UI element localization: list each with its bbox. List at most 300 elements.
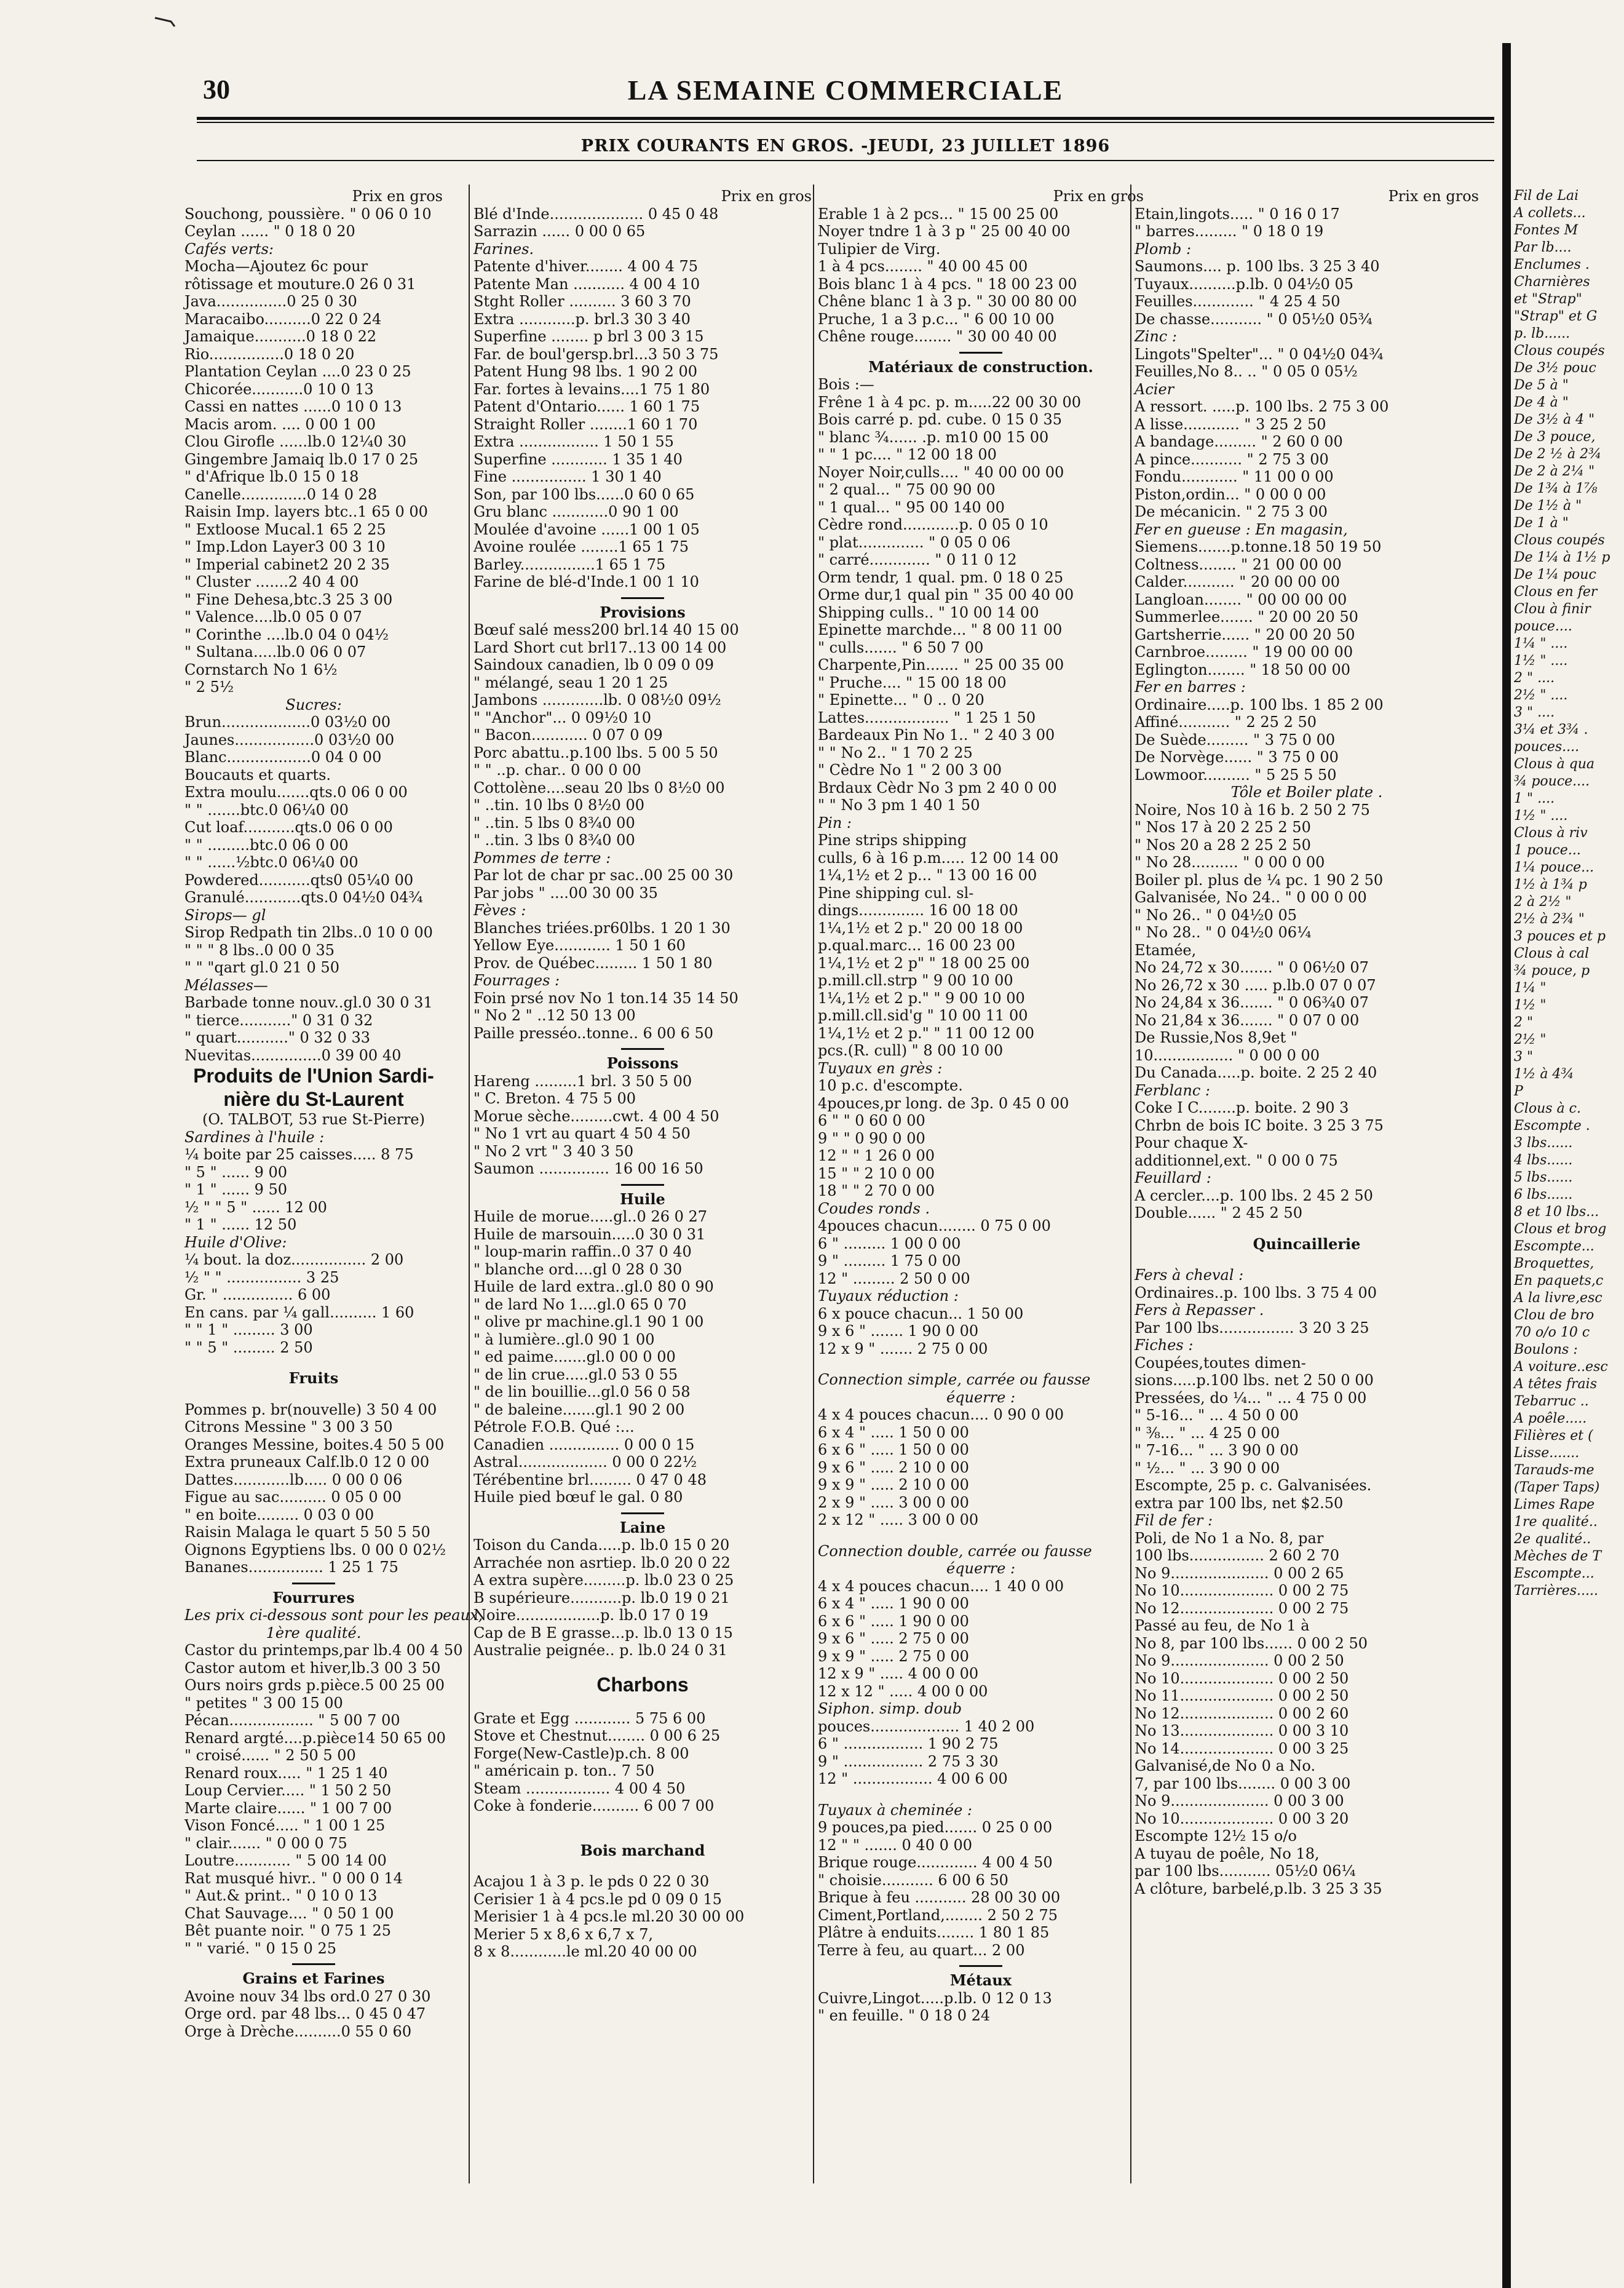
- price-line: Forge(New-Castle)p.ch. 8 00: [473, 1744, 689, 1762]
- price-line: Boiler pl. plus de ¼ pc. 1 90 2 50: [1135, 871, 1384, 889]
- price-line: Gartsherrie...... " 20 00 20 50: [1135, 626, 1355, 643]
- price-line: [621, 1184, 664, 1186]
- price-line: Escompte .: [1514, 1118, 1590, 1134]
- price-line: Limes Rape: [1514, 1497, 1595, 1512]
- price-line: " choisie........... 6 00 6 50: [818, 1871, 1008, 1889]
- page-header: [184, 68, 1507, 123]
- price-line: [292, 1583, 335, 1584]
- price-line: 1¼,1½ et 2 p... " 13 00 16 00: [818, 867, 1037, 884]
- price-line: 6 x 6 " ..... 1 50 0 00: [818, 1441, 969, 1458]
- price-line: Escompte, 25 p. c. Galvanisées.: [1135, 1477, 1372, 1494]
- price-line: Clous à c.: [1514, 1101, 1581, 1116]
- price-line: Prix en gros: [721, 188, 812, 205]
- price-line: " " No 2.. " 1 70 2 25: [818, 744, 973, 761]
- price-line: Moulée d'avoine ......1 00 1 05: [473, 520, 700, 538]
- price-line: Feuilles,No 8.. .. " 0 05 0 05½: [1135, 363, 1358, 380]
- price-line: p.mill.cll.sid'g " 10 00 11 00: [818, 1007, 1028, 1024]
- price-line: Boucauts et quarts.: [184, 766, 331, 784]
- price-line: Far. fortes à levains....1 75 1 80: [473, 380, 710, 398]
- price-line: Orme dur,1 qual pin " 35 00 40 00: [818, 586, 1074, 603]
- price-line: Ferblanc :: [1135, 1081, 1210, 1099]
- price-line: 7, par 100 lbs........ 0 00 3 00: [1135, 1774, 1351, 1792]
- section-heading: Bois marchand: [580, 1841, 705, 1859]
- price-line: Lingots"Spelter"... " 0 04½0 04¾: [1135, 345, 1384, 363]
- price-line: Hareng .........1 brl. 3 50 5 00: [473, 1072, 692, 1090]
- price-line: A têtes frais: [1514, 1376, 1597, 1392]
- price-line: Extra ................. 1 50 1 55: [473, 433, 674, 450]
- price-line: Orm tendr, 1 qual. pm. 0 18 0 25: [818, 568, 1064, 586]
- price-line: Orge à Drèche..........0 55 0 60: [184, 2022, 412, 2040]
- price-line: ½ " " 5 " ...... 12 00: [184, 1198, 327, 1216]
- price-line: Raisin Imp. layers btc..1 65 0 00: [184, 503, 428, 520]
- price-line: Renard argté....p.pièce14 50 65 00: [184, 1729, 446, 1747]
- price-line: A clôture, barbelé,p.lb. 3 25 3 35: [1135, 1880, 1382, 1897]
- price-line: Huile de lard extra..gl.0 80 0 90: [473, 1278, 714, 1295]
- price-column-4: [1135, 188, 1479, 2168]
- price-line: 1¼ ": [1514, 980, 1547, 996]
- price-line: [621, 597, 664, 599]
- price-line: [959, 352, 1002, 354]
- price-line: 70 o/o 10 c: [1514, 1325, 1590, 1340]
- price-line: " de lard No 1....gl.0 65 0 70: [473, 1295, 687, 1313]
- price-line: " loup-marin raffin..0 37 0 40: [473, 1243, 692, 1260]
- price-line: 1¼,1½ et 2 p." " 9 00 10 00: [818, 989, 1025, 1007]
- price-line: Ordinaires..p. 100 lbs. 3 75 4 00: [1135, 1284, 1377, 1301]
- price-line: Plantation Ceylan ....0 23 0 25: [184, 363, 411, 380]
- price-line: Tulipier de Virg.: [818, 240, 941, 258]
- section-heading: Grains et Farines: [242, 1969, 385, 1987]
- price-line: Oranges Messine, boites.4 50 5 00: [184, 1436, 445, 1453]
- price-line: " d'Afrique lb.0 15 0 18: [184, 468, 359, 485]
- price-line: Sirop Redpath tin 2lbs..0 10 0 00: [184, 924, 433, 941]
- price-line: Renard roux..... " 1 25 1 40: [184, 1764, 388, 1782]
- price-line: Pour chaque X-: [1135, 1134, 1248, 1151]
- price-line: " " 1 pc.... " 12 00 18 00: [818, 446, 997, 463]
- price-line: Filières et (: [1514, 1428, 1593, 1444]
- price-line: Passé au feu, de No 1 à: [1135, 1617, 1310, 1634]
- price-line: 12 " ......... 2 50 0 00: [818, 1269, 970, 1287]
- price-line: Brique à feu ........... 28 00 30 00: [818, 1889, 1061, 1906]
- price-line: Son, par 100 lbs......0 60 0 65: [473, 485, 695, 503]
- price-line: 4 x 4 pouces chacun.... 0 90 0 00: [818, 1406, 1064, 1423]
- price-line: Sardines à l'huile :: [184, 1128, 325, 1146]
- price-line: Brdaux Cèdr No 3 pm 2 40 0 00: [818, 779, 1057, 796]
- price-line: " " ..p. char.. 0 00 0 00: [473, 761, 641, 779]
- price-line: Cornstarch No 1 6½: [184, 661, 338, 678]
- price-line: Jambons .............lb. 0 08½0 09½: [473, 691, 721, 709]
- price-line: No 12.................... 0 00 2 60: [1135, 1704, 1349, 1722]
- price-line: Tarrières.....: [1514, 1583, 1598, 1599]
- price-line: Lattes.................. " 1 25 1 50: [818, 709, 1036, 726]
- price-line: Affiné........... " 2 25 2 50: [1135, 713, 1317, 731]
- price-line: 2 x 12 " ..... 3 00 0 00: [818, 1511, 979, 1528]
- price-line: " Imperial cabinet2 20 2 35: [184, 555, 390, 573]
- price-line: Fèves :: [473, 902, 526, 919]
- price-line: Powdered...........qts0 05¼0 00: [184, 871, 414, 889]
- price-line: Ours noirs grds p.pièce.5 00 25 00: [184, 1677, 445, 1694]
- price-line: Raisin Malaga le quart 5 50 5 50: [184, 1523, 430, 1541]
- price-line: Vison Foncé..... " 1 00 1 25: [184, 1817, 386, 1834]
- price-line: 1¼,1½ et 2 p." " 11 00 12 00: [818, 1024, 1035, 1042]
- price-line: Nuevitas...............0 39 00 40: [184, 1046, 402, 1064]
- price-line: [292, 1963, 335, 1965]
- ink-mark-icon: [154, 15, 197, 34]
- price-line: Fine ................ 1 30 1 40: [473, 468, 662, 485]
- price-line: Clous à cal: [1514, 946, 1590, 961]
- price-line: Huile de morue.....gl..0 26 0 27: [473, 1208, 708, 1225]
- price-line: [959, 1965, 1002, 1967]
- price-line: 9 " " 0 90 0 00: [818, 1129, 925, 1147]
- price-line: Canadien ............... 0 00 0 15: [473, 1436, 695, 1453]
- price-line: Huile d'Olive:: [184, 1233, 287, 1251]
- price-line: Tôle et Boiler plate .: [1230, 784, 1383, 801]
- price-line: Rio................0 18 0 20: [184, 345, 355, 363]
- price-line: Fondu............ " 11 00 0 00: [1135, 468, 1334, 485]
- price-line: 12 " " ....... 0 40 0 00: [818, 1836, 973, 1854]
- price-line: Tuyaux réduction :: [818, 1287, 959, 1305]
- price-line: Clous en fer: [1514, 584, 1598, 600]
- price-line: Epinette marchde... " 8 00 11 00: [818, 621, 1063, 638]
- price-line: Pétrole F.O.B. Qué :...: [473, 1418, 635, 1436]
- price-line: " mélangé, seau 1 20 1 25: [473, 673, 668, 691]
- price-line: 4 x 4 pouces chacun.... 1 40 0 00: [818, 1577, 1064, 1595]
- price-line: pouce....: [1514, 619, 1572, 634]
- price-line: Extra pruneaux Calf.lb.0 12 0 00: [184, 1453, 430, 1471]
- price-line: Straight Roller ........1 60 1 70: [473, 415, 698, 433]
- price-line: Tuyaux..........p.lb. 0 04½0 05: [1135, 275, 1354, 293]
- price-line: " " 1 " ......... 3 00: [184, 1321, 313, 1338]
- price-line: 6 x 4 " ..... 1 50 0 00: [818, 1423, 969, 1441]
- price-line: A ressort. .....p. 100 lbs. 2 75 3 00: [1135, 398, 1389, 415]
- price-line: " culls....... " 6 50 7 00: [818, 638, 984, 656]
- price-line: Prov. de Québec......... 1 50 1 80: [473, 954, 713, 972]
- price-line: 1 " ....: [1514, 791, 1555, 806]
- price-line: Ciment,Portland,........ 2 50 2 75: [818, 1906, 1058, 1924]
- price-line: No 10.................... 0 00 2 75: [1135, 1582, 1349, 1599]
- price-line: p.mill.cll.strp " 9 00 10 00: [818, 972, 1013, 989]
- price-line: Broquettes,: [1514, 1256, 1594, 1271]
- price-line: Fer en barres :: [1135, 678, 1246, 696]
- price-line: Australie peignée.. p. lb.0 24 0 31: [473, 1642, 727, 1659]
- price-line: " No 28.. " 0 04½0 06¼: [1135, 924, 1312, 941]
- price-line: Mèches de T: [1514, 1549, 1602, 1564]
- price-line: 9 x 9 " ..... 2 10 0 00: [818, 1476, 969, 1493]
- price-line: " 5-16... " ... 4 50 0 00: [1135, 1407, 1299, 1424]
- price-line: " Fine Dehesa,btc.3 25 3 00: [184, 590, 393, 608]
- price-line: Macis arom. .... 0 00 1 00: [184, 415, 376, 433]
- price-line: Noire..................p. lb.0 17 0 19: [473, 1607, 708, 1624]
- price-line: A tuyau de poêle, No 18,: [1135, 1845, 1320, 1862]
- price-line: De Russie,Nos 8,9et ": [1135, 1029, 1297, 1046]
- price-line: 2 ": [1514, 1015, 1534, 1030]
- price-line: No 10.................... 0 00 3 20: [1135, 1809, 1349, 1827]
- price-line: Fer en gueuse : En magasin,: [1135, 520, 1348, 538]
- price-line: Noyer Noir,culls.... " 40 00 00 00: [818, 463, 1064, 481]
- price-line: Superfine ............ 1 35 1 40: [473, 450, 683, 468]
- price-column-3: [818, 188, 1144, 2168]
- price-line: Porc abattu..p.100 lbs. 5 00 5 50: [473, 744, 718, 761]
- price-line: 2½ " ....: [1514, 688, 1568, 703]
- price-line: Saindoux canadien, lb 0 09 0 09: [473, 656, 714, 673]
- price-line: [473, 1815, 812, 1829]
- price-line: De 2 ½ à 2¾: [1514, 447, 1602, 462]
- price-line: 6 x 6 " ..... 1 90 0 00: [818, 1612, 969, 1630]
- price-line: 2 " ....: [1514, 670, 1555, 686]
- price-line: Chicorée...........0 10 0 13: [184, 380, 374, 398]
- price-line: Castor autom et hiver,lb.3 00 3 50: [184, 1659, 441, 1677]
- price-line: Cuivre,Lingot.....p.lb. 0 12 0 13: [818, 1989, 1052, 2007]
- price-line: " No 26.. " 0 04½0 05: [1135, 906, 1297, 924]
- price-line: " No 2 vrt " 3 40 3 50: [473, 1142, 634, 1160]
- price-line: Avoine roulée ........1 65 1 75: [473, 538, 689, 555]
- price-line: Les prix ci-dessous sont pour les peaux,: [184, 1607, 483, 1624]
- price-line: Shipping culls.. " 10 00 14 00: [818, 603, 1039, 621]
- price-line: Etamée,: [1135, 941, 1197, 959]
- price-line: " " 5 " ......... 2 50: [184, 1338, 313, 1356]
- price-line: A poêle.....: [1514, 1411, 1587, 1426]
- price-line: Far. de boul'gersp.brl...3 50 3 75: [473, 345, 719, 363]
- section-heading: Provisions: [600, 603, 686, 621]
- price-line: A la livre,esc: [1514, 1290, 1602, 1306]
- price-line: " Pruche.... " 15 00 18 00: [818, 673, 1007, 691]
- price-line: " croisé...... " 2 50 5 00: [184, 1747, 356, 1764]
- price-line: " en feuille. " 0 18 0 24: [818, 2007, 991, 2024]
- price-line: Clous coupés: [1514, 343, 1605, 359]
- price-line: Acajou 1 à 3 p. le pds 0 22 0 30: [473, 1873, 710, 1890]
- price-line: 9 x 6 " ..... 2 10 0 00: [818, 1458, 969, 1476]
- price-line: Terre à feu, au quart... 2 00: [818, 1941, 1025, 1959]
- price-line: " Corinthe ....lb.0 04 0 04½: [184, 626, 389, 643]
- section-heading: Quincaillerie: [1253, 1234, 1361, 1253]
- section-heading: Produits de l'Union Sardi-: [193, 1065, 434, 1087]
- price-line: Coupées,toutes dimen-: [1135, 1354, 1306, 1372]
- price-line: Galvanisée, No 24.. " 0 00 0 00: [1135, 889, 1367, 906]
- price-line: Citrons Messine " 3 00 3 50: [184, 1418, 393, 1436]
- price-line: Granulé............qts.0 04½0 04¾: [184, 889, 423, 906]
- price-line: ½ " " ................ 3 25: [184, 1268, 339, 1286]
- price-line: Blé d'Inde.................... 0 45 0 48: [473, 205, 719, 223]
- price-line: 9 x 6 " ....... 1 90 0 00: [818, 1322, 979, 1340]
- price-line: " Imp.Ldon Layer3 00 3 10: [184, 538, 386, 555]
- price-line: Pine strips shipping: [818, 832, 967, 849]
- price-line: (Taper Taps): [1514, 1480, 1600, 1495]
- price-line: De Norvège...... " 3 75 0 00: [1135, 749, 1339, 766]
- price-line: Steam .................. 4 00 4 50: [473, 1779, 686, 1797]
- header-rule: [197, 117, 1494, 120]
- price-line: Brun...................0 03½0 00: [184, 713, 391, 731]
- price-line: 15 " " 2 10 0 00: [818, 1164, 935, 1182]
- price-line: 12 " " 1 26 0 00: [818, 1147, 935, 1164]
- price-line: Lard Short cut brl17..13 00 14 00: [473, 638, 727, 656]
- price-line: 1½ à 4¾: [1514, 1067, 1574, 1082]
- price-line: [621, 1048, 664, 1050]
- price-line: De 1 à ": [1514, 515, 1569, 531]
- journal-title: LA SEMAINE COMMERCIALE: [627, 74, 1064, 106]
- price-line: 4pouces,pr long. de 3p. 0 45 0 00: [818, 1094, 1069, 1112]
- price-line: Par jobs " ....00 30 00 35: [473, 884, 658, 902]
- column-divider: [469, 185, 470, 2183]
- price-line: (O. TALBOT, 53 rue St-Pierre): [202, 1111, 425, 1128]
- price-line: No 10.................... 0 00 2 50: [1135, 1669, 1349, 1687]
- price-line: A extra supère.........p. lb.0 23 0 25: [473, 1571, 734, 1589]
- section-heading: Poissons: [606, 1054, 679, 1072]
- price-line: Toison du Canda.....p. lb.0 15 0 20: [473, 1536, 730, 1554]
- price-line: 3 " ....: [1514, 705, 1555, 720]
- price-line: Gingembre Jamaiq lb.0 17 0 25: [184, 450, 419, 468]
- price-line: Clous et brog: [1514, 1221, 1607, 1237]
- price-line: [1135, 1253, 1479, 1266]
- price-line: Clous à qua: [1514, 757, 1595, 772]
- price-line: [184, 1356, 443, 1370]
- price-line: Ceylan ...... " 0 18 0 20: [184, 223, 355, 240]
- price-line: " Cluster .......2 40 4 00: [184, 573, 359, 590]
- price-line: Lowmoor.......... " 5 25 5 50: [1135, 766, 1337, 784]
- price-line: [473, 1859, 812, 1873]
- price-line: No 14.................... 0 00 3 25: [1135, 1739, 1349, 1757]
- price-line: Tuyaux à cheminée :: [818, 1801, 973, 1819]
- price-line: De 3 pouce,: [1514, 429, 1596, 445]
- price-line: Morue sèche.........cwt. 4 00 4 50: [473, 1107, 719, 1125]
- price-line: Yellow Eye............ 1 50 1 60: [473, 937, 686, 954]
- price-line: Patente d'hiver........ 4 00 4 75: [473, 258, 699, 275]
- price-line: [473, 1696, 812, 1710]
- price-line: De Suède......... " 3 75 0 00: [1135, 731, 1336, 749]
- price-line: 12 x 9 " ..... 4 00 0 00: [818, 1665, 979, 1682]
- price-line: " Sultana.....lb.0 06 0 07: [184, 643, 366, 661]
- price-line: Patent d'Ontario...... 1 60 1 75: [473, 398, 700, 415]
- price-line: équerre :: [946, 1388, 1016, 1406]
- price-line: [818, 1357, 1144, 1371]
- price-line: " " " 8 lbs..0 00 0 35: [184, 941, 335, 959]
- price-line: De 3½ à 4 ": [1514, 412, 1595, 427]
- price-line: " à lumière..gl.0 90 1 00: [473, 1330, 655, 1348]
- price-line: Pin :: [818, 814, 852, 832]
- price-line: pouces....: [1514, 739, 1580, 755]
- price-line: " ed paime.......gl.0 00 0 00: [473, 1348, 676, 1365]
- price-line: " Valence....lb.0 05 0 07: [184, 608, 362, 626]
- price-line: pcs.(R. cull) " 8 00 10 00: [818, 1042, 1004, 1059]
- price-line: rôtissage et mouture.0 26 0 31: [184, 275, 416, 293]
- binding-shadow: [1502, 43, 1511, 2288]
- price-line: Superfine ........ p brl 3 00 3 15: [473, 328, 704, 345]
- price-line: " " varié. " 0 15 0 25: [184, 1939, 336, 1957]
- price-line: équerre :: [946, 1560, 1016, 1577]
- price-line: Chêne blanc 1 à 3 p. " 30 00 80 00: [818, 293, 1077, 310]
- price-line: pouces................... 1 40 2 00: [818, 1717, 1035, 1735]
- price-line: " Aut.& print.. " 0 10 0 13: [184, 1887, 378, 1904]
- price-line: En cans. par ¼ gall.......... 1 60: [184, 1303, 414, 1321]
- price-line: A bandage......... " 2 60 0 00: [1135, 433, 1343, 450]
- price-line: Bananes................ 1 25 1 75: [184, 1559, 398, 1576]
- price-line: Jaunes.................0 03½0 00: [184, 731, 395, 749]
- price-line: Avoine nouv 34 lbs ord.0 27 0 30: [184, 1987, 431, 2005]
- price-line: " " ......½btc.0 06¼0 00: [184, 854, 358, 871]
- subheader-rule: [197, 160, 1494, 161]
- price-line: " quart..........." 0 32 0 33: [184, 1029, 371, 1046]
- price-line: Fiches :: [1135, 1337, 1194, 1354]
- price-line: Noyer tndre 1 à 3 p " 25 00 40 00: [818, 223, 1071, 240]
- price-line: " ⅜... " ... 4 25 0 00: [1135, 1424, 1280, 1442]
- price-line: P: [1514, 1084, 1523, 1099]
- price-line: 1¼,1½ et 2 p" " 18 00 25 00: [818, 954, 1030, 972]
- price-line: 1½ " ....: [1514, 808, 1568, 824]
- price-line: Enclumes .: [1514, 257, 1590, 272]
- price-line: Pommes p. br(nouvelle) 3 50 4 00: [184, 1400, 437, 1418]
- price-line: Fourrages :: [473, 972, 560, 989]
- price-line: Bois carré p. pd. cube. 0 15 0 35: [818, 411, 1063, 428]
- price-line: Eglington........ " 18 50 00 00: [1135, 661, 1350, 678]
- price-line: Tuyaux en grès :: [818, 1059, 943, 1077]
- price-line: p. lb......: [1514, 326, 1571, 341]
- price-line: No 11.................... 0 00 2 50: [1135, 1687, 1349, 1704]
- price-line: " blanche ord....gl 0 28 0 30: [473, 1260, 683, 1278]
- price-line: 9 " ......... 1 75 0 00: [818, 1252, 961, 1269]
- price-line: Calder........... " 20 00 00 00: [1135, 573, 1341, 590]
- price-line: " tierce..........." 0 31 0 32: [184, 1011, 373, 1029]
- price-line: " Cèdre No 1 " 2 00 3 00: [818, 761, 1002, 779]
- price-line: [818, 1529, 1144, 1543]
- price-line: Extra moulu.......qts.0 06 0 00: [184, 784, 408, 801]
- price-line: 6 " " 0 60 0 00: [818, 1112, 925, 1129]
- price-line: Siemens.......p.tonne.18 50 19 50: [1135, 538, 1382, 555]
- price-line: A lisse............ " 3 25 2 50: [1135, 415, 1326, 433]
- price-line: Cerisier 1 à 4 pcs.le pd 0 09 0 15: [473, 1890, 722, 1908]
- price-line: Prix en gros: [1053, 188, 1144, 205]
- price-line: Fontes M: [1514, 223, 1578, 238]
- price-line: " No 1 vrt au quart 4 50 4 50: [473, 1125, 691, 1142]
- section-heading: Charbons: [596, 1673, 689, 1696]
- price-line: Langloan........ " 00 00 00 00: [1135, 590, 1347, 608]
- price-line: 10................. " 0 00 0 00: [1135, 1046, 1320, 1064]
- price-line: Prix en gros: [352, 188, 443, 205]
- price-line: Farine de blé-d'Inde.1 00 1 10: [473, 573, 699, 590]
- price-line: A collets...: [1514, 205, 1586, 221]
- price-line: 100 lbs................ 2 60 2 70: [1135, 1547, 1339, 1564]
- price-line: Castor du printemps,par lb.4 00 4 50: [184, 1642, 463, 1659]
- price-line: " plat.............. " 0 05 0 06: [818, 533, 1011, 551]
- price-line: Clou à finir: [1514, 602, 1591, 617]
- price-line: No 24,72 x 30....... " 0 06½0 07: [1135, 959, 1369, 976]
- price-line: Fers à Repasser .: [1135, 1301, 1264, 1319]
- price-line: Plâtre à enduits........ 1 80 1 85: [818, 1924, 1050, 1941]
- price-line: 2e qualité..: [1514, 1531, 1591, 1547]
- price-line: 3 pouces et p: [1514, 929, 1606, 944]
- price-line: Escompte 12½ 15 o/o: [1135, 1827, 1297, 1845]
- price-line: 6 " ......... 1 00 0 00: [818, 1234, 961, 1252]
- price-line: Clous à riv: [1514, 825, 1588, 841]
- price-line: " barres......... " 0 18 0 19: [1135, 223, 1324, 240]
- price-line: 1½ ": [1514, 998, 1547, 1013]
- price-line: No 9..................... 0 00 2 65: [1135, 1564, 1344, 1582]
- price-line: 1 à 4 pcs........ " 40 00 45 00: [818, 258, 1028, 275]
- price-line: De 4 à ": [1514, 395, 1569, 410]
- price-line: " No 28.......... " 0 00 0 00: [1135, 854, 1325, 871]
- price-line: Tarauds-me: [1514, 1463, 1594, 1478]
- price-line: Sarrazin ...... 0 00 0 65: [473, 223, 646, 240]
- price-line: A voiture..esc: [1514, 1359, 1608, 1375]
- price-line: 9 pouces,pa pied....... 0 25 0 00: [818, 1819, 1053, 1836]
- price-line: " de baleine.......gl.1 90 2 00: [473, 1400, 685, 1418]
- price-line: 1½ " ....: [1514, 653, 1568, 669]
- price-line: 6 x pouce chacun... 1 50 00: [818, 1305, 1024, 1322]
- adjacent-page-column: [1514, 188, 1624, 2168]
- price-line: Pécan.................. " 5 00 7 00: [184, 1712, 400, 1729]
- price-line: Pruche, 1 a 3 p.c... " 6 00 10 00: [818, 310, 1055, 328]
- price-line: Fil de Lai: [1514, 188, 1579, 204]
- price-line: p.qual.marc... 16 00 23 00: [818, 937, 1015, 954]
- price-line: Zinc :: [1135, 328, 1177, 345]
- price-line: Sucres:: [285, 696, 342, 713]
